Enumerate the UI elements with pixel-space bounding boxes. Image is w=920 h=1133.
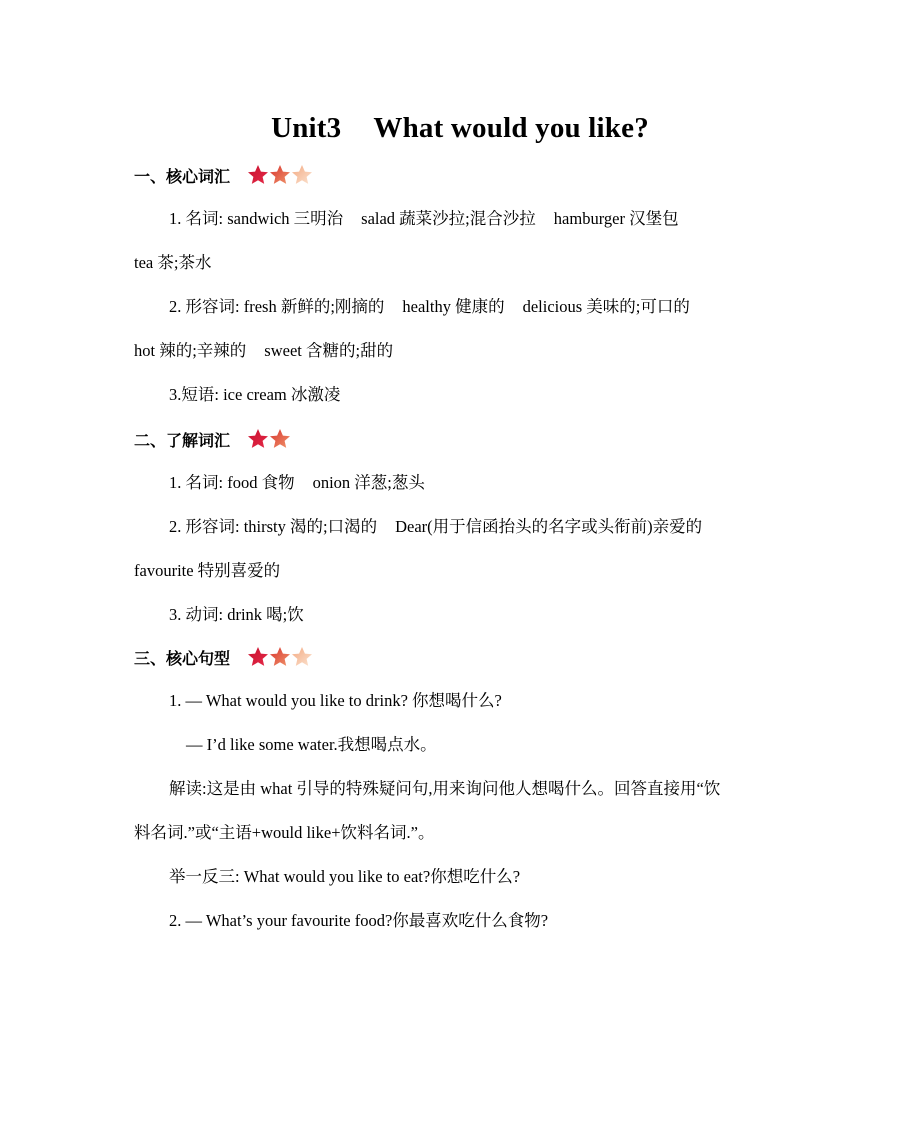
difficulty-rating <box>246 163 312 187</box>
vocab-entry: Dear(用于信函抬头的名字或头衔前)亲爱的 <box>395 517 703 536</box>
vocab-line-adjectives <box>169 296 690 318</box>
vocab-line-adjectives-cont <box>134 560 280 582</box>
explanation-line: 解读:这是由 what 引导的特殊疑问句,用来询问他人想喝什么。回答直接用“饮 <box>169 779 721 798</box>
sentence-question: 1. — What would you like to drink? 你想喝什么? <box>169 691 502 710</box>
vocab-entry: 1. 名词: food 食物 <box>169 473 295 492</box>
vocab-entry: hot 辣的;辛辣的 <box>134 341 247 360</box>
vocab-entry: healthy 健康的 <box>402 297 505 316</box>
vocab-entry: 2. 形容词: fresh 新鲜的;刚摘的 <box>169 297 385 316</box>
section-heading-label: 三、核心句型 <box>134 648 231 668</box>
vocab-entry: salad 蔬菜沙拉;混合沙拉 <box>361 209 536 228</box>
extension-example: 举一反三: What would you like to eat?你想吃什么? <box>169 867 521 886</box>
difficulty-rating <box>246 645 312 669</box>
vocab-entry: delicious 美味的;可口的 <box>522 297 690 316</box>
vocab-line-nouns <box>169 472 425 494</box>
section-heading-core-sentences <box>134 642 312 672</box>
vocab-line-verbs <box>169 604 304 626</box>
page-title <box>0 112 920 145</box>
sentence-question: 2. — What’s your favourite food?你最喜欢吃什么食物? <box>169 911 549 930</box>
explanation-line-cont: 料名词.”或“主语+would like+饮料名词.”。 <box>134 823 435 842</box>
vocab-entry: favourite 特别喜爱的 <box>134 561 281 580</box>
section-heading-label: 二、了解词汇 <box>134 430 231 450</box>
vocab-line-adjectives <box>169 516 702 538</box>
vocab-line-phrases <box>169 384 340 406</box>
star-filled-icon <box>268 163 292 187</box>
title-text: What would you like? <box>373 112 649 144</box>
star-faded-icon <box>290 163 314 187</box>
star-filled-icon <box>246 427 270 451</box>
vocab-entry: onion 洋葱;葱头 <box>312 473 425 492</box>
vocab-line-nouns <box>169 208 679 230</box>
title-unit: Unit3 <box>271 112 342 144</box>
star-filled-icon <box>268 645 292 669</box>
vocab-line-nouns-cont <box>134 252 211 274</box>
vocab-entry: sweet 含糖的;甜的 <box>264 341 394 360</box>
star-filled-icon <box>246 645 270 669</box>
vocab-entry: 3. 动词: drink 喝;饮 <box>169 605 304 624</box>
section-heading-core-vocabulary <box>134 160 312 190</box>
vocab-entry: hamburger 汉堡包 <box>553 209 679 228</box>
vocab-entry: tea 茶;茶水 <box>134 253 212 272</box>
sentence-answer: — I’d like some water.我想喝点水。 <box>186 735 437 754</box>
vocab-entry: 2. 形容词: thirsty 渴的;口渴的 <box>169 517 378 536</box>
vocab-entry: 1. 名词: sandwich 三明治 <box>169 209 344 228</box>
vocab-line-adjectives-cont <box>134 340 393 362</box>
section-heading-label: 一、核心词汇 <box>134 166 231 186</box>
difficulty-rating <box>246 427 290 451</box>
section-heading-understand-vocabulary <box>134 424 290 454</box>
vocab-entry: 3.短语: ice cream 冰激凌 <box>169 385 341 404</box>
star-faded-icon <box>268 427 292 451</box>
star-filled-icon <box>246 163 270 187</box>
star-faded-icon <box>290 645 314 669</box>
